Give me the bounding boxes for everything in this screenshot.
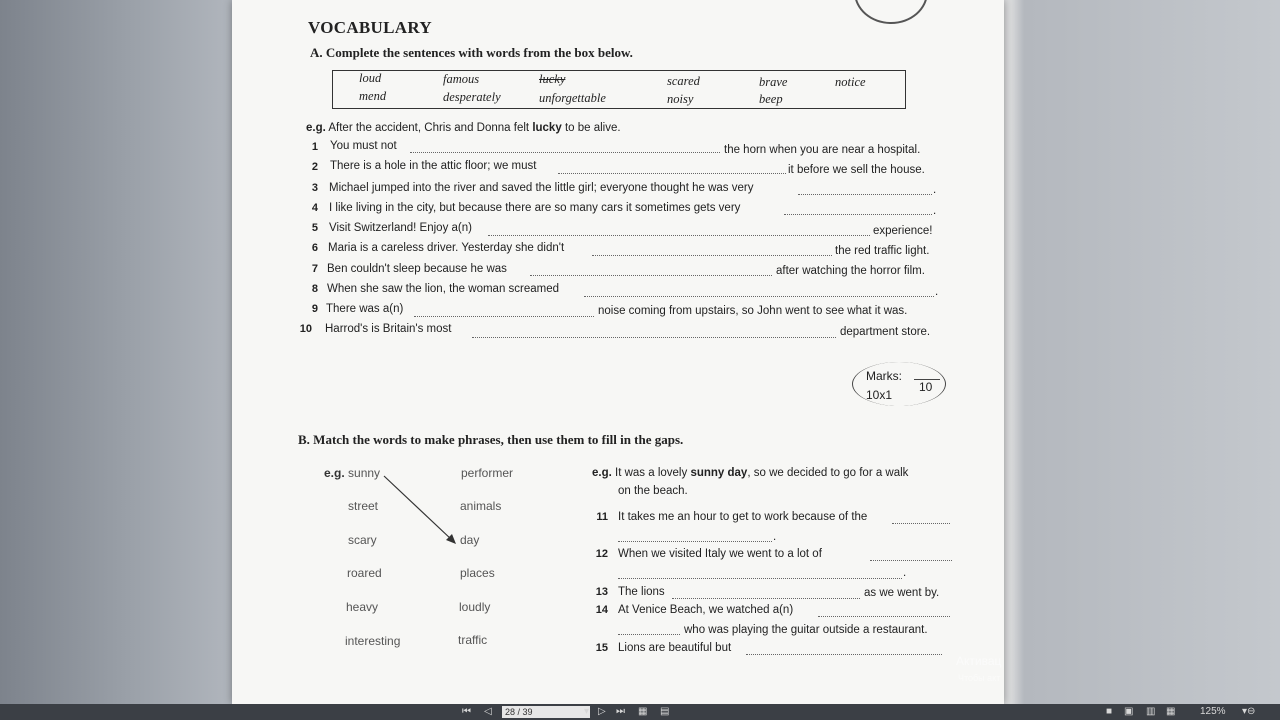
item-number: 4 [311, 202, 318, 214]
zoom-level[interactable]: 125% [1200, 706, 1226, 717]
item-12-line1: When we visited Italy we went to a lot of [618, 548, 822, 560]
item-number: 3 [311, 182, 318, 194]
answer-blank-12b[interactable] [618, 578, 902, 579]
single-page-icon[interactable]: ■ [1106, 706, 1113, 717]
item-12-line2: . [903, 567, 907, 579]
match-right-word: loudly [459, 600, 491, 614]
example-before: After the accident, Chris and Donna felt [328, 122, 530, 134]
match-right-word: places [460, 566, 495, 580]
match-left-word: interesting [345, 634, 401, 648]
item-number: 2 [311, 161, 318, 173]
item-15-line1: Lions are beautiful but [618, 642, 732, 654]
two-page-icon[interactable]: ▥ [1146, 706, 1156, 717]
match-left-word: scary [348, 533, 377, 547]
zoom-out-icon[interactable]: ▾⊖ [1242, 706, 1256, 717]
answer-blank-7[interactable] [530, 275, 772, 276]
item-5-before: Visit Switzerland! Enjoy a(n) [329, 222, 472, 234]
answer-blank-11b[interactable] [618, 541, 772, 542]
answer-blank-15[interactable] [746, 654, 942, 655]
answer-blank-5[interactable] [488, 235, 870, 236]
activation-watermark-sub: Чтобы акт [958, 673, 1001, 683]
word-box-item: famous [443, 72, 480, 86]
item-number: 14 [595, 604, 608, 616]
marks-calc: 10x1 [866, 388, 893, 402]
item-1-after: the horn when you are near a hospital. [724, 144, 921, 156]
worksheet-page [232, 0, 1004, 704]
word-box-item: beep [759, 92, 783, 106]
section-a-instruction: A. Complete the sentences with words from the box below. [310, 45, 633, 60]
item-number: 7 [311, 263, 318, 275]
prev-page-icon[interactable]: ◁ [484, 706, 492, 717]
item-number: 8 [311, 283, 318, 295]
answer-blank-1[interactable] [410, 152, 720, 153]
answer-blank-4[interactable] [784, 214, 932, 215]
item-3-before: Michael jumped into the river and saved the little girl; everyone thought he was very [329, 182, 754, 194]
answer-blank-13[interactable] [672, 598, 860, 599]
item-9-after: noise coming from upstairs, so John went to see what it was. [598, 305, 908, 317]
item-number: 15 [595, 642, 608, 654]
item-number: 1 [311, 141, 318, 153]
page-dropdown-icon[interactable]: ▾ [584, 706, 590, 717]
item-number: 9 [311, 303, 318, 315]
word-box-item: mend [359, 89, 387, 103]
example-answer: lucky [532, 122, 562, 134]
item-1-before: You must not [330, 140, 397, 152]
item-number: 5 [311, 222, 318, 234]
example-b-label: e.g. [592, 467, 612, 479]
item-9-before: There was a(n) [326, 303, 404, 315]
item-number: 12 [595, 548, 608, 560]
word-box-item: unforgettable [539, 91, 606, 105]
match-left-word: roared [347, 566, 382, 580]
example-b-after: , so we decided to go for a walk [747, 467, 909, 479]
answer-blank-11a[interactable] [892, 523, 950, 524]
match-right-word: traffic [458, 633, 488, 647]
activation-watermark: Активац [956, 654, 1002, 668]
match-left-word: heavy [346, 600, 379, 614]
item-number: 13 [595, 586, 608, 598]
item-5-after: experience! [873, 225, 933, 237]
match-left-example: e.g. sunny [324, 466, 381, 480]
item-11-line1: It takes me an hour to get to work because of the [618, 511, 868, 523]
word-box-item: desperately [443, 90, 501, 104]
item-4-before: I like living in the city, but because there are so many cars it sometimes gets very [329, 202, 741, 214]
answer-blank-10[interactable] [472, 337, 836, 338]
item-4-after: . [933, 205, 937, 217]
item-10-after: department store. [840, 326, 931, 338]
example-sentence-b [592, 467, 908, 479]
match-right-word: animals [460, 499, 502, 513]
item-6-after: the red traffic light. [835, 245, 930, 257]
grid-page-icon[interactable]: ▦ [1166, 706, 1176, 717]
match-right-word: day [460, 533, 480, 547]
item-8-before: When she saw the lion, the woman screamed [327, 283, 560, 295]
example-label: e.g. [306, 122, 326, 134]
item-14-line1: At Venice Beach, we watched a(n) [618, 604, 794, 616]
word-box-item: scared [667, 74, 700, 88]
answer-blank-14b[interactable] [618, 634, 680, 635]
item-2-before: There is a hole in the attic floor; we must [330, 160, 537, 172]
marks-total: 10 [919, 380, 933, 394]
word-box-item: noisy [667, 92, 694, 106]
fit-page-icon[interactable]: ▣ [1124, 706, 1134, 717]
example-b-before: It was a lovely [615, 467, 688, 479]
clock-illustration [854, 0, 928, 24]
example-b-answer: sunny day [690, 467, 748, 479]
example-b-line2: on the beach. [618, 485, 688, 497]
answer-blank-3[interactable] [798, 194, 932, 195]
answer-blank-14a[interactable] [818, 616, 950, 617]
item-8-after: . [935, 286, 939, 298]
word-box-item: loud [359, 71, 382, 85]
word-box-item: brave [759, 75, 788, 89]
page-indicator[interactable]: 28 / 39 [502, 706, 590, 718]
answer-blank-12a[interactable] [870, 560, 952, 561]
match-arrow-icon [382, 474, 462, 550]
word-box [332, 70, 906, 109]
next-page-icon[interactable]: ▷ [598, 706, 606, 717]
example-sentence-a [306, 122, 621, 134]
item-13-line1: The lions [618, 586, 665, 598]
viewer-toolbar [0, 704, 1280, 720]
item-number: 10 [299, 323, 312, 335]
item-7-before: Ben couldn't sleep because he was [327, 263, 507, 275]
item-2-after: it before we sell the house. [788, 164, 925, 176]
match-right-word: performer [461, 466, 514, 480]
item-3-after: . [933, 184, 937, 196]
match-left-word: street [348, 499, 379, 513]
word-box-item: notice [835, 75, 866, 89]
example-after: to be alive. [564, 122, 621, 134]
item-number: 11 [596, 511, 608, 523]
vocabulary-heading: VOCABULARY [308, 18, 432, 37]
thumbnail-icon[interactable]: ▤ [660, 706, 670, 717]
first-page-icon[interactable]: ⏮ [462, 706, 471, 717]
answer-blank-9[interactable] [414, 316, 594, 317]
item-14-line2: who was playing the guitar outside a restaurant. [684, 624, 928, 636]
word-box-item-used: lucky [539, 72, 566, 86]
grid-view-icon[interactable]: ▦ [638, 706, 648, 717]
item-6-before: Maria is a careless driver. Yesterday she didn't [328, 242, 565, 254]
section-b-instruction: B. Match the words to make phrases, then use them to fill in the gaps. [298, 432, 684, 447]
item-number: 6 [311, 242, 318, 254]
item-13-after: as we went by. [864, 587, 940, 599]
answer-blank-6[interactable] [592, 255, 832, 256]
item-10-before: Harrod's is Britain's most [325, 323, 452, 335]
item-7-after: after watching the horror film. [776, 265, 925, 277]
answer-blank-2[interactable] [558, 173, 786, 174]
last-page-icon[interactable]: ⏭ [616, 706, 625, 717]
marks-label: Marks: [866, 369, 902, 383]
answer-blank-8[interactable] [584, 296, 934, 297]
item-11-line2: . [773, 531, 777, 543]
